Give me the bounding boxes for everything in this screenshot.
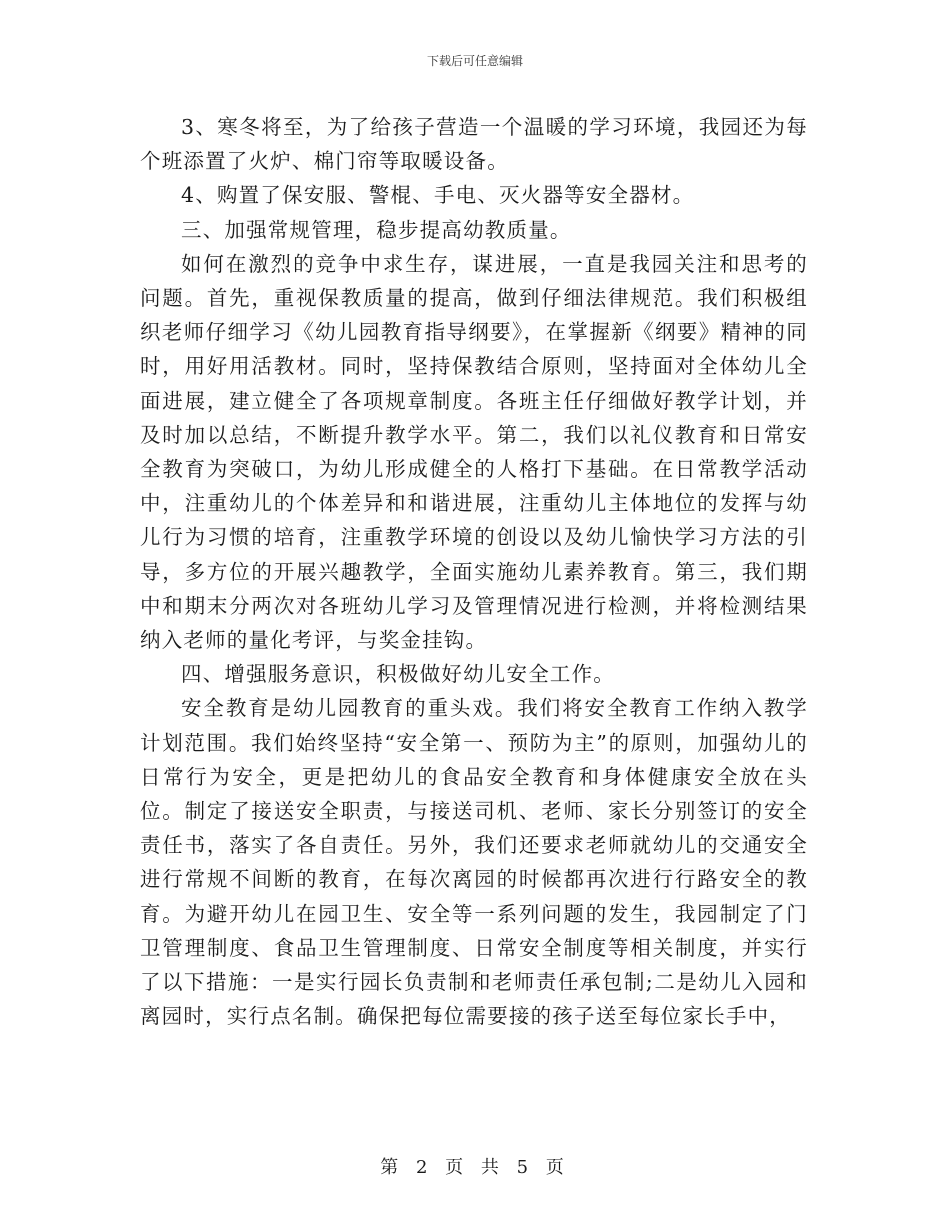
paragraph-teaching-quality: 如何在激烈的竞争中求生存，谋进展，一直是我园关注和思考的问题。首先，重视保教质量的提高，做到仔细法律规范。我们积极组织老师仔细学习《幼儿园教育指导纲要》，在掌握新《纲要》精神的同时，用好用活教材。同时，坚持保教结合原则，坚持面对全体幼儿全面进展，建立健全了各项规章制度。各班主任仔细做好教学计划，并及时加以总结，不断提升教学水平。第二，我们以礼仪教育和日常安全教育为突破口，为幼儿形成健全的人格打下基础。在日常教学活动中，注重幼儿的个体差异和和谐进展，注重幼儿主体地位的发挥与幼儿行为习惯的培育，注重教学环境的创设以及幼儿愉快学习方法的引导，多方位的开展兴趣教学，全面实施幼儿素养教育。第三，我们期中和期末分两次对各班幼儿学习及管理情况进行检测，并将检测结果纳入老师的量化考评，与奖金挂钩。 — [140, 251, 808, 653]
page-header-note: 下载后可任意编辑 — [426, 54, 523, 68]
paragraph-heating-equipment: 3、寒冬将至，为了给孩子营造一个温暖的学习环境，我园还为每个班添置了火炉、棉门帘等取暖设备。 — [140, 115, 808, 174]
paragraph-safety-education: 安全教育是幼儿园教育的重头戏。我们将安全教育工作纳入教学计划范围。我们始终坚持“安全第一、预防为主”的原则，加强幼儿的日常行为安全，更是把幼儿的食品安全教育和身体健康安全放在头位。制定了接送安全职责，与接送司机、老师、家长分别签订的安全责任书，落实了各自责任。另外，我们还要求老师就幼儿的交通安全进行常规不间断的教育，在每次离园的时候都再次进行行路安全的教育。为避开幼儿在园卫生、安全等一系列问题的发生，我园制定了门卫管理制度、食品卫生管理制度、日常安全制度等相关制度，并实行了以下措施：一是实行园长负责制和老师责任承包制;二是幼儿入园和离园时，实行点名制。确保把每位需要接的孩子送至每位家长手中， — [140, 696, 808, 1029]
page-number-footer: 第 2 页 共 5 页 — [380, 1157, 570, 1178]
paragraph-safety-equipment: 4、购置了保安服、警棍、手电、灭火器等安全器材。 — [181, 183, 695, 208]
section-heading-routine-management: 三、加强常规管理，稳步提高幼教质量。 — [181, 217, 572, 242]
section-heading-service-safety: 四、增强服务意识，积极做好幼儿安全工作。 — [181, 662, 615, 687]
document-body — [140, 110, 808, 1033]
